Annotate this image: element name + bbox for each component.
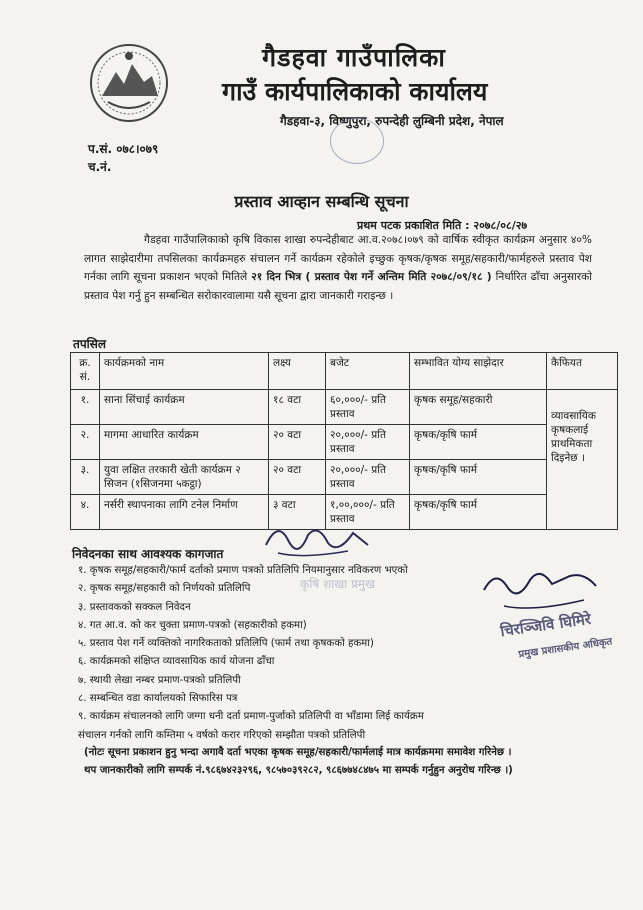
- office-address: गैडहवा-३, विष्णुपुरा, रुपन्देही लुम्बिनी प्रदेश, नेपाल: [280, 114, 504, 128]
- col-remark: कैफियत: [547, 353, 618, 390]
- row-sn: १.: [71, 390, 100, 425]
- row-partner: कृषक/कृषि फार्म: [410, 425, 547, 460]
- schedule-label: तपसिल: [73, 337, 107, 351]
- note-text: (नोटः सूचना प्रकाशन हुनु भन्दा अगावै दर्ता भएका कृषक समूह/सहकारी/फार्मलाई मात्र कार्यक्रममा समावेश गरिनेछ ।: [84, 747, 512, 758]
- row-remark: [547, 390, 618, 530]
- col-target: लक्ष्य: [269, 353, 326, 390]
- table-row: [71, 425, 618, 460]
- reference-block: [88, 140, 158, 176]
- dispatch-number: च.नं.: [88, 160, 112, 174]
- col-partner: सम्भावित योग्य साझेदार: [410, 353, 547, 390]
- round-stamp: [330, 118, 384, 164]
- row-program: मागमा आधारित कार्यक्रम: [100, 425, 269, 460]
- list-item: ८. सम्बन्धित वडा कार्यालयको सिफारिस पत्र: [78, 693, 238, 705]
- list-item: ७. स्थायी लेखा नम्बर प्रमाण-पत्रको प्रतिलिपी: [78, 674, 241, 686]
- office-name: गैडहवा गाउँपालिका: [262, 43, 446, 72]
- list-item: ६. कार्यक्रमको संक्षिप्त व्यावसायिक कार्य योजना ढाँचा: [78, 656, 275, 668]
- office-title: गाउँ कार्यपालिकाको कार्यालय: [222, 77, 488, 106]
- row-program: नर्सरी स्थापनाका लागि टनेल निर्माण: [100, 495, 269, 530]
- notice-title: प्रस्ताव आव्हान सम्बन्धि सूचना: [234, 192, 409, 211]
- row-partner: कृषक/कृषि फार्म: [410, 460, 547, 495]
- row-program: साना सिंचाई कार्यक्रम: [100, 390, 269, 425]
- table-row: [71, 460, 618, 495]
- list-item: ४. गत आ.व. को कर चुक्ता प्रमाण-पत्रको (सहकारीको हकमा): [78, 619, 307, 631]
- row-sn: ४.: [71, 495, 100, 530]
- row-program: युवा लक्षित तरकारी खेती कार्यक्रम २ सिजन (१सिजनमा ५कट्ठा): [100, 460, 269, 495]
- row-target: १८ वटा: [269, 390, 326, 425]
- row-partner: कृषक/कृषि फार्म: [410, 495, 547, 530]
- row-budget: ६०,०००/- प्रति प्रस्ताव: [326, 390, 410, 425]
- notice-body: [84, 231, 592, 305]
- program-table: [70, 352, 618, 530]
- row-budget: २०,०००/- प्रति प्रस्ताव: [326, 425, 410, 460]
- handwritten-signature-1: [258, 515, 378, 565]
- row-target: २० वटा: [269, 460, 326, 495]
- list-item: ५. प्रस्ताव पेश गर्ने व्यक्तिको नागरिकताको प्रतिलिपि (फार्म तथा कृषकको हकमा): [78, 638, 374, 650]
- list-item: २. कृषक समूह/सहकारी को निर्णयको प्रतिलिपि: [78, 583, 251, 595]
- list-item: १. कृषक समूह/सहकारी/फार्म दर्ताको प्रमाण पत्रको प्रतिलिपि नियमानुसार नविकरण भएको: [78, 565, 408, 576]
- remark-text: व्यावसायिक कृषकलाई प्राथमिकता दिइनेछ ।: [551, 410, 596, 464]
- body-part1: गैडहवा गाउँपालिकाको कृषि विकास शाखा रुपन्देहीबाट आ.व.२०७८।०७९ को वार्षिक स्वीकृत कार्यक्रम अनुसार ४०% लागत साझेदारीमा तपसिलका कार्यक्रमहरु संचालन गर्ने कार्यक्रम रहेकोले इच्छुक कृषक/कृषक समूह/सहकारी/फार्महरुले प्रस्ताव पेश गर्नका लागि सूचना प्रकाशन भएको मितिले: [84, 234, 592, 283]
- letter-number: प.सं. ०७८।०७९: [88, 142, 159, 156]
- row-target: ३ वटा: [269, 495, 326, 530]
- documents-heading: निवेदनका साथ आवश्यक कागजात: [72, 547, 224, 561]
- list-item: ३. प्रस्तावकको सक्कल निवेदन: [78, 601, 191, 613]
- list-item: ९. कार्यक्रम संचालनको लागि जग्गा धनी दर्ता प्रमाण-पुर्जाको प्रतिलिपी वा भाँडामा लिई कार्यक्रम: [78, 711, 424, 723]
- note-block: [84, 744, 513, 780]
- nepal-emblem-icon: [88, 42, 170, 124]
- table-header-row: [71, 353, 618, 390]
- body-deadline: २१ दिन भित्र ( प्रस्ताव पेश गर्ने अन्तिम मिति २०७८/०९/१८ ): [251, 271, 492, 283]
- contact-text: थप जानकारीको लागि सम्पर्क नं.९८६७४२३२९६, ९८५७०३९२८२, ९८६७७४८४७५ मा सम्पर्क गर्नुहुन अनुरोध गरिन्छ ।): [84, 765, 513, 776]
- signer-stamp-name: चिरञ्जिवि घिमिरे: [499, 609, 593, 641]
- list-item: संचालन गर्नको लागि कम्तिमा ५ वर्षको करार गरिएको सम्झौता पत्रको प्रतिलिपी: [78, 729, 366, 741]
- row-target: २० वटा: [269, 425, 326, 460]
- signer-stamp-role: प्रमुख प्रशासकीय अधिकृत: [517, 636, 613, 661]
- col-program: कार्यक्रमको नाम: [100, 353, 269, 390]
- row-partner: कृषक समूह/सहकारी: [410, 390, 547, 425]
- row-budget: २०,०००/- प्रति प्रस्ताव: [326, 460, 410, 495]
- body-part2: निर्धारित ढाँचा अनुसारको प्रस्ताव पेश गर्नु हुन सम्बन्धित सरोकारवालामा यसै सूचना द्वारा जानकारी गराइन्छ ।: [84, 271, 592, 302]
- col-budget: बजेट: [326, 353, 410, 390]
- col-sn: क्र. सं.: [71, 353, 100, 390]
- row-sn: २.: [71, 425, 100, 460]
- table-row: [71, 390, 618, 425]
- publish-date: प्रथम पटक प्रकाशित मिति : २०७८/०८/२७: [357, 219, 528, 232]
- row-sn: ३.: [71, 460, 100, 495]
- faint-stamp: कृषि शाखा प्रमुख: [300, 577, 375, 591]
- row-budget: १,००,०००/- प्रति प्रस्ताव: [326, 495, 410, 530]
